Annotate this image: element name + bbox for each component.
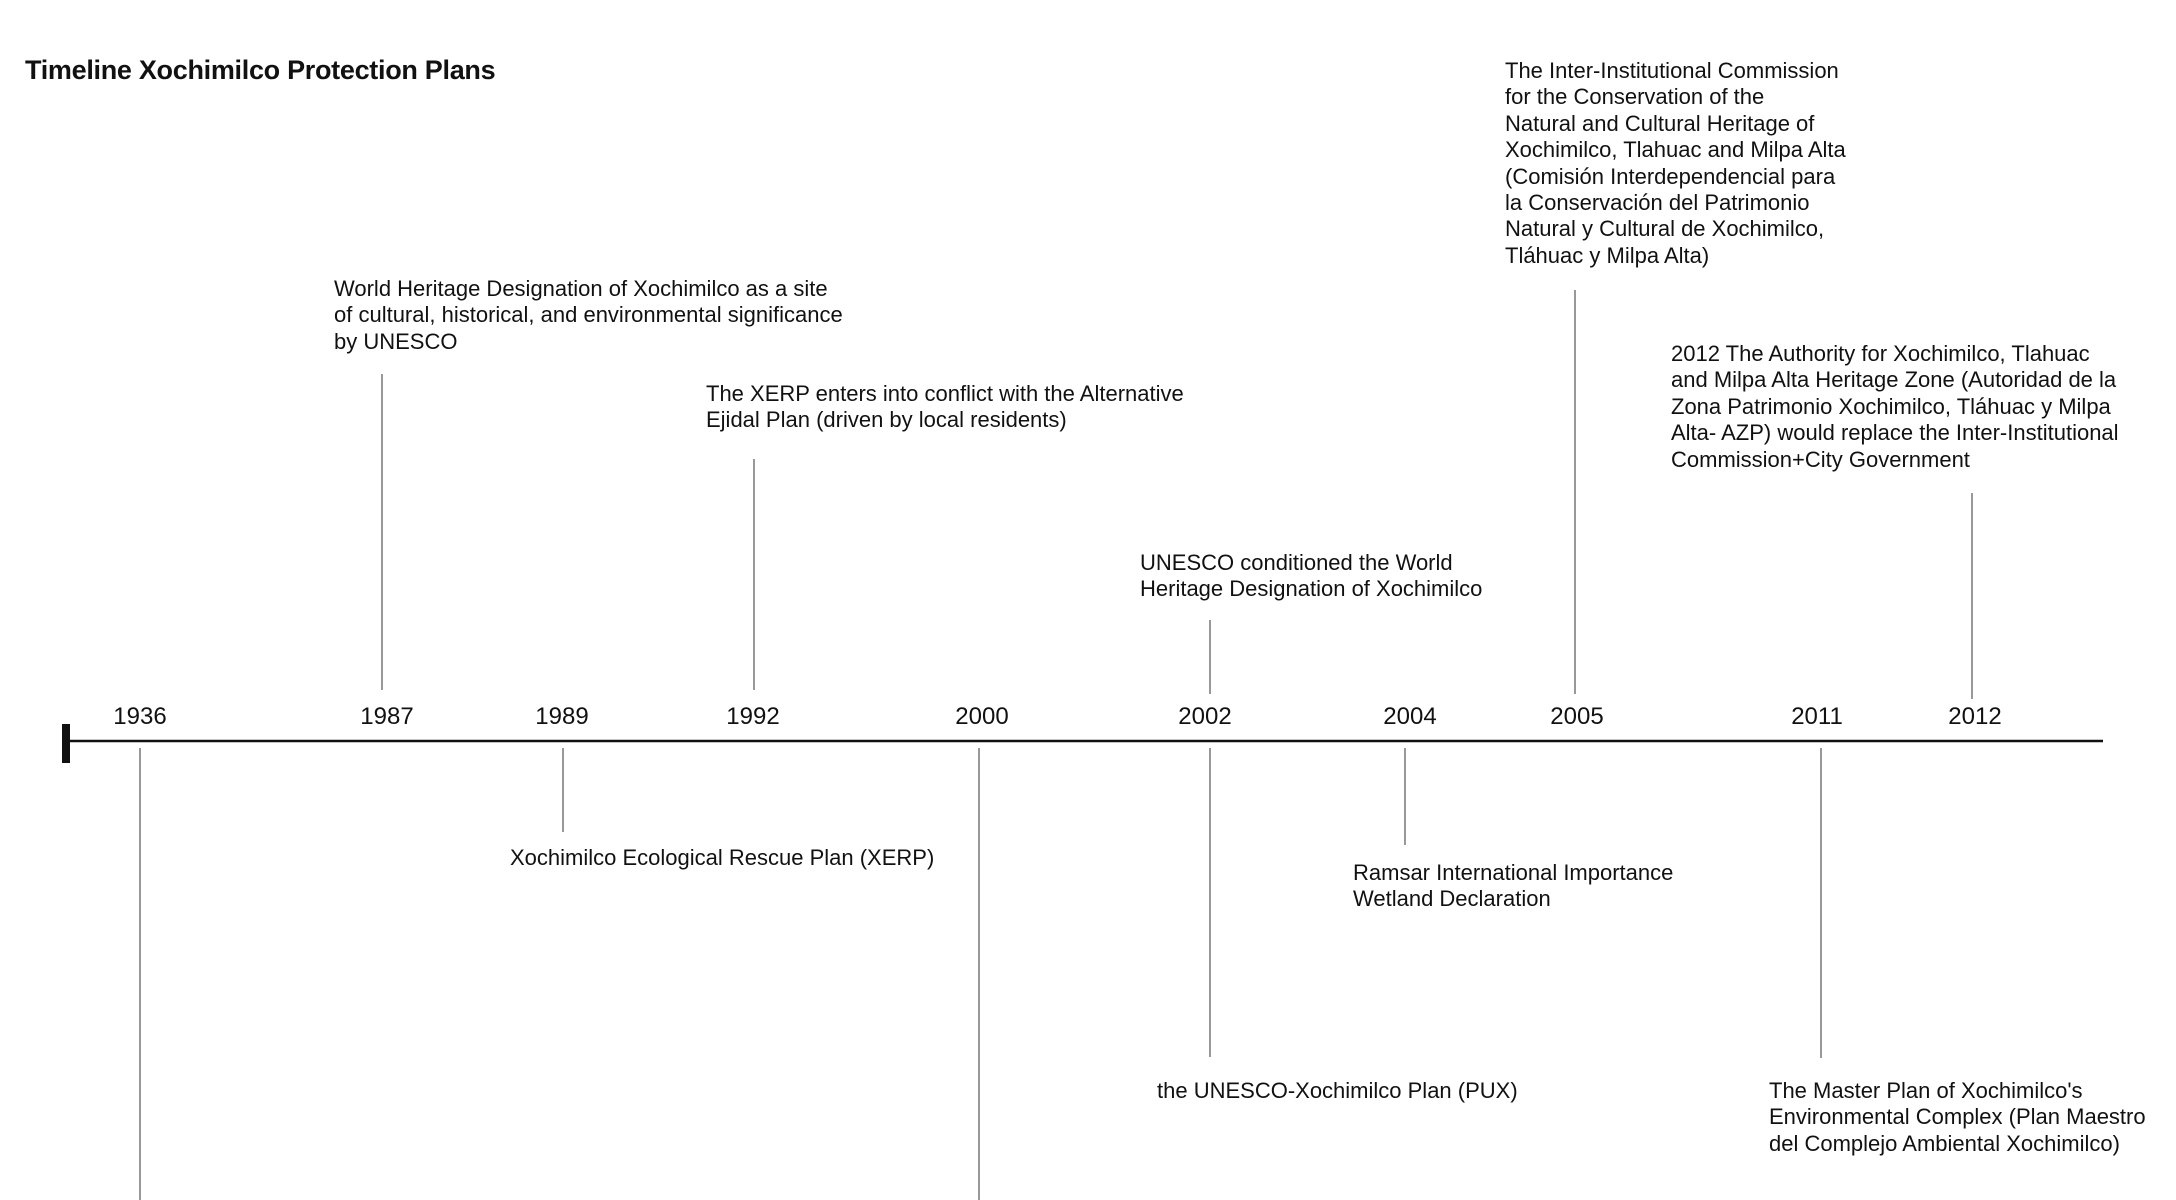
year-label-1936: 1936: [113, 703, 167, 730]
page-title: Timeline Xochimilco Protection Plans: [25, 55, 496, 85]
year-label-2002: 2002: [1178, 703, 1232, 730]
event-2002-below-text: the UNESCO-Xochimilco Plan (PUX): [1157, 1078, 1518, 1103]
event-1987-text: World Heritage Designation of Xochimilco as a site of cultural, historical, and environmental significance by UNESCO: [334, 276, 843, 354]
year-label-2012: 2012: [1948, 703, 2002, 730]
event-2002-above-text: UNESCO conditioned the World Heritage Designation of Xochimilco: [1140, 550, 1483, 602]
year-label-1992: 1992: [726, 703, 780, 730]
year-label-1987: 1987: [360, 703, 414, 730]
year-label-2011: 2011: [1791, 703, 1843, 730]
event-1992-text: The XERP enters into conflict with the Alternative Ejidal Plan (driven by local residents): [706, 381, 1184, 433]
event-2012-text: 2012 The Authority for Xochimilco, Tlahuac and Milpa Alta Heritage Zone (Autoridad de la Zona Patrimonio Xochimilco, Tláhuac y Milpa Alta- AZP) would replace the Inter-Institutional Commission+City Government: [1671, 341, 2119, 472]
year-label-2000: 2000: [955, 703, 1009, 730]
event-2004-text: Ramsar International Importance Wetland Declaration: [1353, 860, 1674, 912]
year-label-1989: 1989: [535, 703, 589, 730]
event-2011-text: The Master Plan of Xochimilco's Environmental Complex (Plan Maestro del Complejo Ambiental Xochimilco): [1769, 1078, 2146, 1156]
year-label-2005: 2005: [1550, 703, 1604, 730]
year-label-2004: 2004: [1383, 703, 1437, 730]
event-2005-text: The Inter-Institutional Commission for the Conservation of the Natural and Cultural Heritage of Xochimilco, Tlahuac and Milpa Alta (Comisión Interdependencial para la Conservación del Patrimonio Natural y Cultural de Xochimilco, Tláhuac y Milpa Alta): [1505, 58, 1846, 268]
event-1989-text: Xochimilco Ecological Rescue Plan (XERP): [510, 845, 935, 870]
